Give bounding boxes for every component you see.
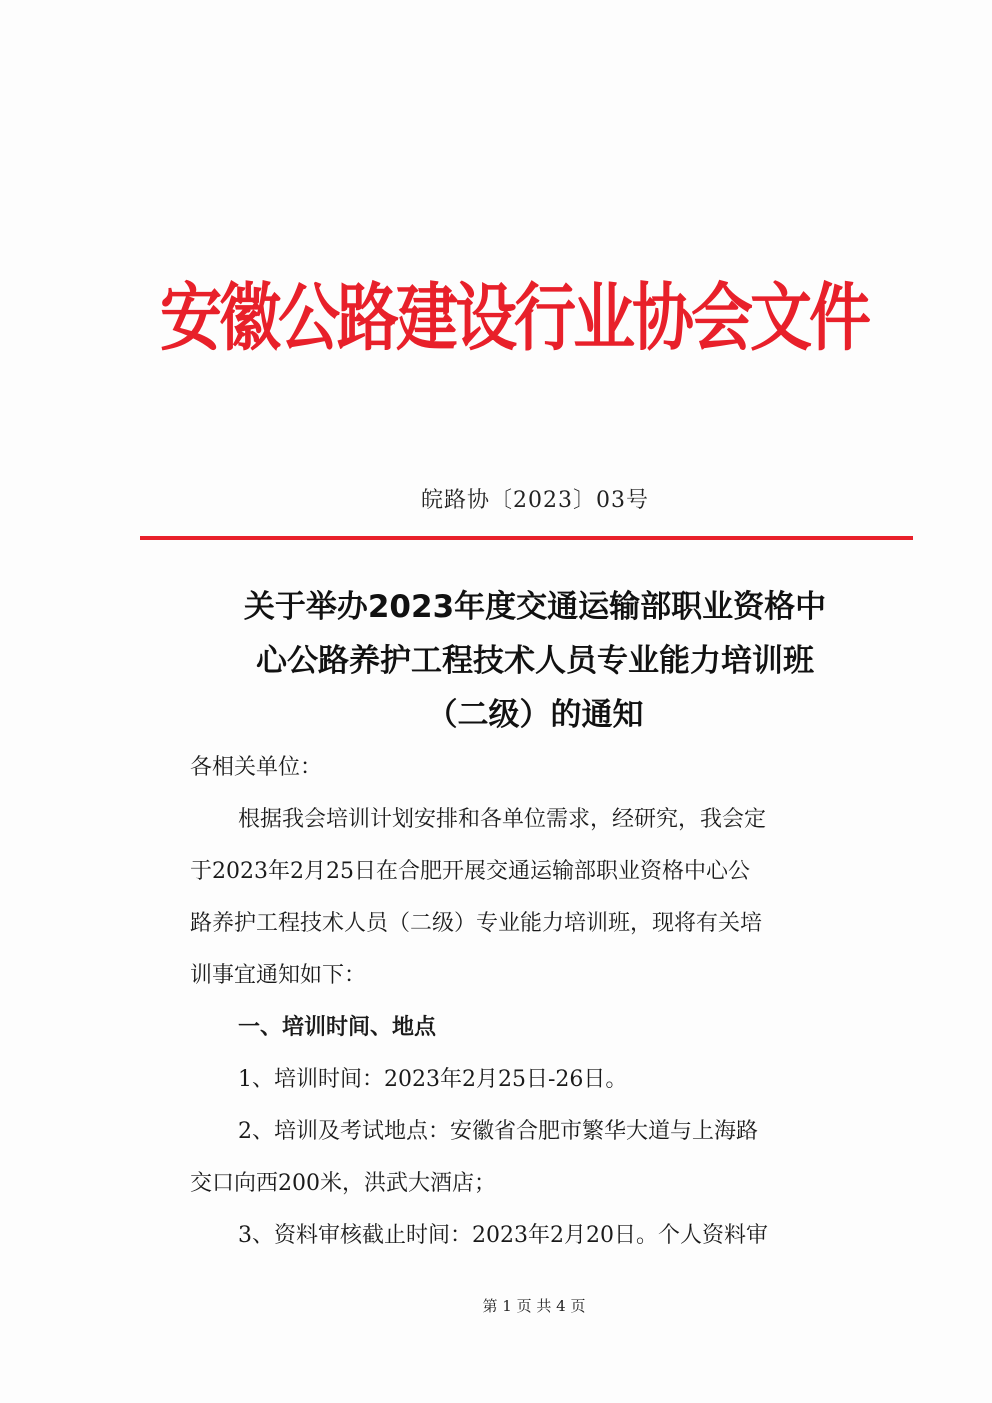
- list-item: 2、培训及考试地点：安徽省合肥市繁华大道与上海路: [238, 1119, 758, 1144]
- title-line: （二级）的通知: [426, 697, 644, 733]
- notice-title: [185, 580, 885, 742]
- page-footer: 第 1 页 共 4 页: [482, 1297, 586, 1315]
- list-item-continuation: 交口向西200米，洪武大酒店；: [190, 1171, 496, 1196]
- red-separator-line: [140, 536, 913, 540]
- intro-paragraph-line: 训事宜通知如下：: [190, 963, 367, 988]
- intro-paragraph-line: 于2023年2月25日在合肥开展交通运输部职业资格中心公: [190, 859, 750, 884]
- title-line: 心公路养护工程技术人员专业能力培训班: [256, 643, 814, 679]
- salutation: 各相关单位：: [190, 755, 323, 780]
- section-heading: 一、培训时间、地点: [238, 1015, 437, 1040]
- intro-paragraph-line: 路养护工程技术人员（二级）专业能力培训班，现将有关培: [190, 911, 763, 936]
- list-item: 1、培训时间：2023年2月25日-26日。: [238, 1067, 628, 1092]
- intro-paragraph-line: 根据我会培训计划安排和各单位需求，经研究，我会定: [238, 807, 767, 832]
- list-item: 3、资料审核截止时间：2023年2月20日。个人资料审: [238, 1223, 768, 1248]
- document-number: 皖路协〔2023〕03号: [421, 488, 649, 513]
- document-body: [190, 742, 890, 1262]
- masthead-title: 安徽公路建设行业协会文件: [160, 274, 869, 361]
- title-line: 关于举办2023年度交通运输部职业资格中: [243, 589, 827, 625]
